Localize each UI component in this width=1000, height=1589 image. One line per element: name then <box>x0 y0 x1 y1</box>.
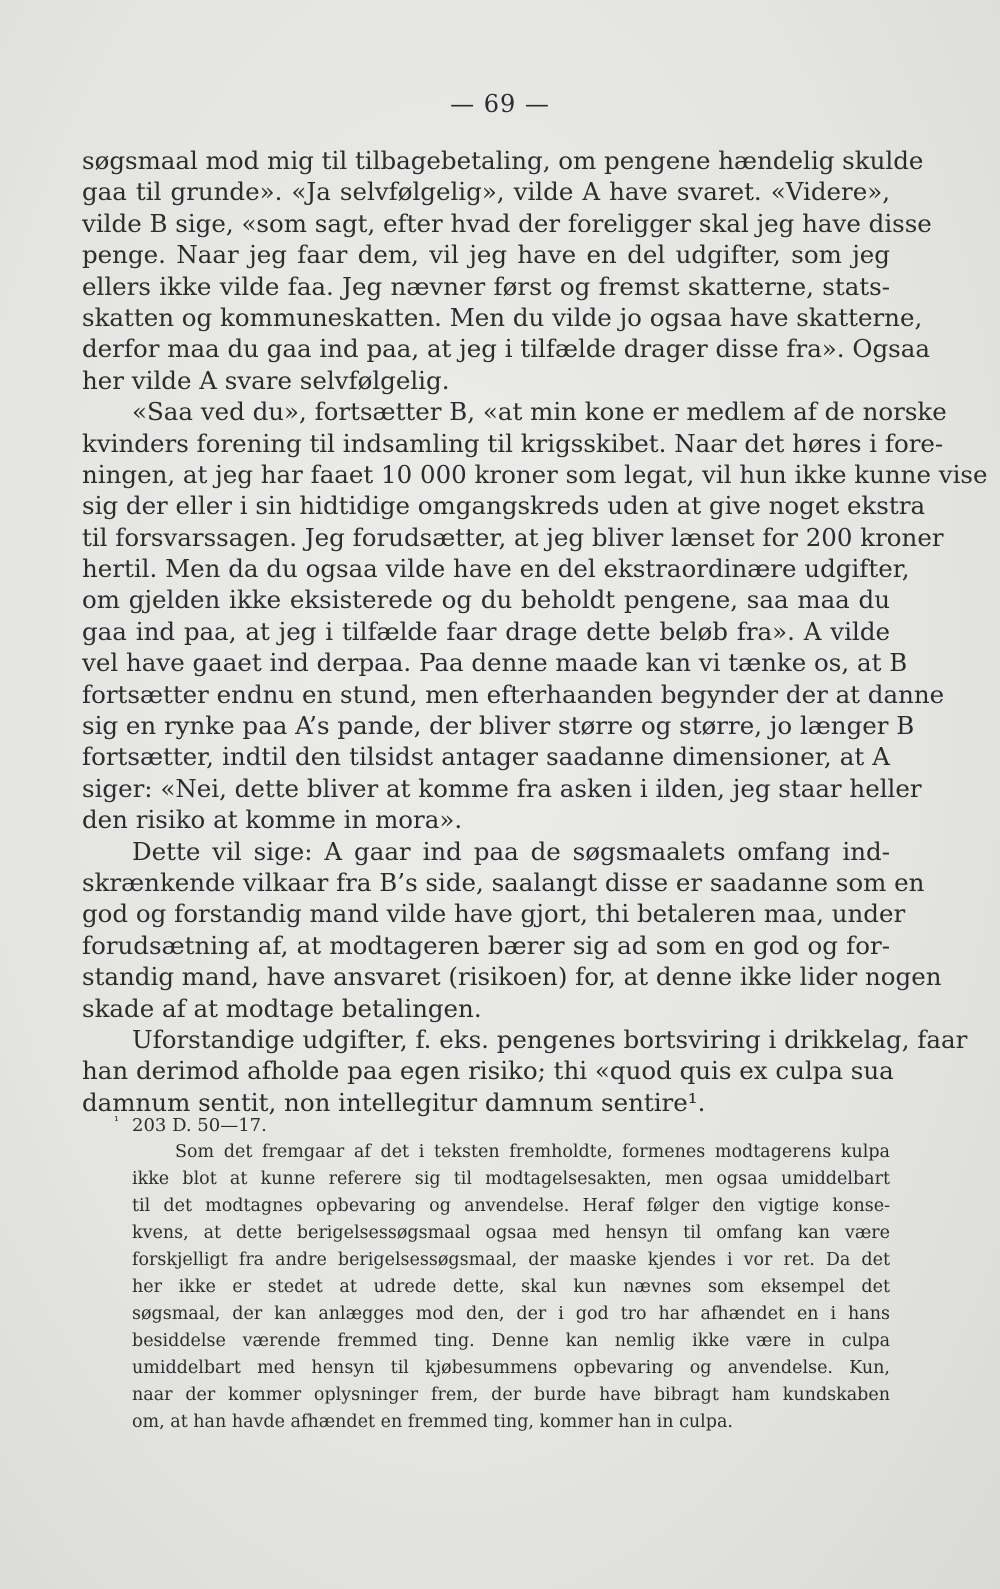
text-line: penge. Naar jeg faar dem, vil jeg have en del udgifter, som jeg <box>82 240 890 270</box>
footnote-line: ikke blot at kunne referere sig til modtagelsesakten, men ogsaa umiddelbart <box>132 1169 890 1189</box>
text-line: «Saa ved du», fortsætter B, «at min kone er medlem af de norske <box>132 397 947 427</box>
footnote-section <box>114 1113 890 1436</box>
footnote-line: kvens, at dette berigelsessøgsmaal ogsaa med hensyn til omfang kan være <box>132 1223 890 1243</box>
text-line: her vilde A svare selvfølgelig. <box>82 365 450 395</box>
footnote-mark: ¹ <box>114 1114 119 1128</box>
footnote-line: forskjelligt fra andre berigelsessøgsmaal, der maaske kjendes i vor ret. Da det <box>132 1250 890 1270</box>
text-line: sig der eller i sin hidtidige omgangskreds uden at give noget ekstra <box>82 491 926 521</box>
text-line: kvinders forening til indsamling til krigsskibet. Naar det høres i fore- <box>82 428 944 458</box>
page-number: — 69 — <box>450 90 550 118</box>
footnote-reference-text: 203 D. 50—17. <box>132 1115 267 1136</box>
text-line: skrænkende vilkaar fra B’s side, saalangt disse er saadanne som en <box>82 867 925 897</box>
footnote-line: søgsmaal, der kan anlægges mod den, der i god tro har afhændet en i hans <box>132 1304 890 1324</box>
text-line: skatten og kommuneskatten. Men du vilde jo ogsaa have skatterne, <box>82 302 923 332</box>
footnote-line: til det modtagnes opbevaring og anvendelse. Heraf følger den vigtige konse- <box>132 1196 890 1216</box>
text-line: skade af at modtage betalingen. <box>82 993 482 1023</box>
text-line: om gjelden ikke eksisterede og du beholdt pengene, saa maa du <box>82 585 890 615</box>
footnote-line: besiddelse værende fremmed ting. Denne kan nemlig ikke være in culpa <box>132 1331 890 1351</box>
text-line: ningen, at jeg har faaet 10 000 kroner som legat, vil hun ikke kunne vise <box>82 459 988 489</box>
text-line: damnum sentit, non intellegitur damnum sentire¹. <box>82 1087 706 1117</box>
text-line: sig en rynke paa A’s pande, der bliver større og større, jo længer B <box>82 711 915 741</box>
text-line: gaa ind paa, at jeg i tilfælde faar drage dette beløb fra». A vilde <box>82 616 890 646</box>
text-line: siger: «Nei, dette bliver at komme fra asken i ilden, jeg staar heller <box>82 773 922 803</box>
text-line: derfor maa du gaa ind paa, at jeg i tilfælde drager disse fra». Ogsaa <box>82 334 930 364</box>
footnote-line: om, at han havde afhændet en fremmed ting, kommer han in culpa. <box>132 1412 733 1432</box>
text-line: Dette vil sige: A gaar ind paa de søgsmaalets omfang ind- <box>132 836 890 866</box>
text-line: han derimod afholde paa egen risiko; thi «quod quis ex culpa sua <box>82 1056 894 1086</box>
main-text <box>82 145 988 1118</box>
text-line: gaa til grunde». «Ja selvfølgelig», vilde A have svaret. «Videre», <box>82 177 890 207</box>
text-line: standig mand, have ansvaret (risikoen) for, at denne ikke lider nogen <box>82 962 942 992</box>
text-line: den risiko at komme in mora». <box>82 805 463 835</box>
footnote-reference <box>114 1113 890 1139</box>
text-line: fortsætter, indtil den tilsidst antager saadanne dimensioner, at A <box>82 742 890 772</box>
text-line: hertil. Men da du ogsaa vilde have en del ekstraordinære udgifter, <box>82 554 910 584</box>
text-line: til forsvarssagen. Jeg forudsætter, at jeg bliver lænset for 200 kroner <box>82 522 944 552</box>
text-line: god og forstandig mand vilde have gjort, thi betaleren maa, under <box>82 899 906 929</box>
text-line: Uforstandige udgifter, f. eks. pengenes bortsviring i drikkelag, faar <box>132 1024 968 1054</box>
text-line: vel have gaaet ind derpaa. Paa denne maade kan vi tænke os, at B <box>82 648 908 678</box>
footnote-line: her ikke er stedet at udrede dette, skal kun nævnes som eksempel det <box>132 1277 890 1297</box>
text-line: vilde B sige, «som sagt, efter hvad der foreligger skal jeg have disse <box>82 208 932 238</box>
footnote-line: umiddelbart med hensyn til kjøbesummens opbevaring og anvendelse. Kun, <box>132 1358 890 1378</box>
text-line: fortsætter endnu en stund, men efterhaanden begynder der at danne <box>82 679 945 709</box>
text-line: søgsmaal mod mig til tilbagebetaling, om pengene hændelig skulde <box>82 146 924 175</box>
footnote-line: naar der kommer oplysninger frem, der burde have bibragt ham kundskaben <box>132 1385 890 1405</box>
text-line: forudsætning af, at modtageren bærer sig ad som en god og for- <box>82 930 890 960</box>
footnote-body <box>120 1139 890 1436</box>
text-line: ellers ikke vilde faa. Jeg nævner først og fremst skatterne, stats- <box>82 271 890 301</box>
footnote-line: Som det fremgaar af det i teksten fremholdte, formenes modtagerens kulpa <box>175 1142 890 1162</box>
